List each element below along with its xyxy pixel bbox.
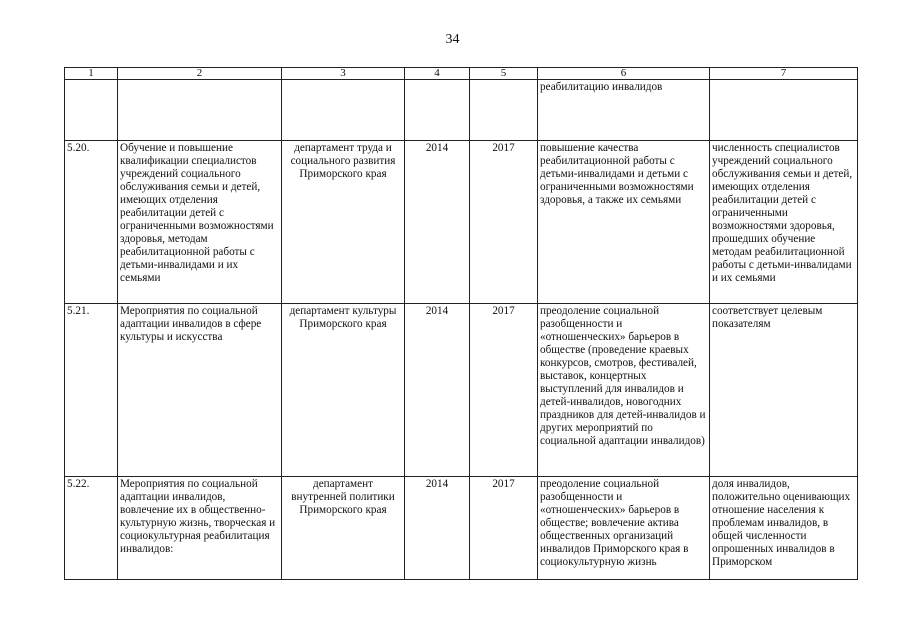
- cell-executor: департамент внутренней политики Приморского края: [282, 477, 405, 580]
- cell-executor: департамент труда и социального развития Приморского края: [282, 141, 405, 304]
- program-table: [64, 67, 858, 580]
- header-col-2: 2: [118, 68, 282, 80]
- cell-activity: Мероприятия по социальной адаптации инвалидов, вовлечение их в общественно-культурную жизнь, творческая и социокультурная реабилитация инвалидов:: [118, 477, 282, 580]
- cell-activity: Мероприятия по социальной адаптации инвалидов в сфере культуры и искусства: [118, 304, 282, 477]
- cell-num: 5.21.: [65, 304, 118, 477]
- cell-num: 5.22.: [65, 477, 118, 580]
- cell-start: 2014: [405, 141, 470, 304]
- table-row: [65, 477, 858, 580]
- cell-start: 2014: [405, 304, 470, 477]
- header-col-1: 1: [65, 68, 118, 80]
- cell-end: 2017: [470, 141, 538, 304]
- continuation-row: [65, 80, 858, 141]
- cell-result: преодоление социальной разобщенности и «отношенческих» барьеров в обществе; вовлечение актива общественных организаций инвалидов Приморского края в социокультурную жизнь: [538, 477, 710, 580]
- header-col-6: 6: [538, 68, 710, 80]
- cell-result: реабилитацию инвалидов: [538, 80, 710, 141]
- header-col-4: 4: [405, 68, 470, 80]
- cell-indicator: численность специалистов учреждений социального обслуживания семьи и детей, имеющих отделения реабилитации детей с ограниченными возможностями здоровья, прошедших обучение методам реабилитационной работы с детьми-инвалидами и их семьями: [710, 141, 858, 304]
- cell-end: 2017: [470, 477, 538, 580]
- cell-result: повышение качества реабилитационной работы с детьми-инвалидами и детьми с ограниченными возможностями здоровья, а также их семьями: [538, 141, 710, 304]
- header-row: [65, 68, 858, 80]
- cell-indicator: [710, 80, 858, 141]
- cell-activity: Обучение и повышение квалификации специалистов учреждений социального обслуживания семьи и детей, имеющих отделения реабилитации детей с ограниченными возможностями здоровья, методам реабилитационной работы с детьми-инвалидами и их семьями: [118, 141, 282, 304]
- table-row: [65, 141, 858, 304]
- cell-indicator: доля инвалидов, положительно оценивающих отношение населения к проблемам инвалидов, в общей численности опрошенных инвалидов в Приморском: [710, 477, 858, 580]
- cell-num: [65, 80, 118, 141]
- cell-executor: [282, 80, 405, 141]
- cell-activity: [118, 80, 282, 141]
- cell-num: 5.20.: [65, 141, 118, 304]
- cell-result: преодоление социальной разобщенности и «отношенческих» барьеров в обществе (проведение краевых конкурсов, смотров, фестивалей, выставок, концертных выступлений для инвалидов и детей-инвалидов, новогодних праздников для детей-инвалидов и других мероприятий по социальной адаптации инвалидов): [538, 304, 710, 477]
- page-number: 34: [445, 32, 460, 47]
- header-col-3: 3: [282, 68, 405, 80]
- table-row: [65, 304, 858, 477]
- cell-end: [470, 80, 538, 141]
- header-col-7: 7: [710, 68, 858, 80]
- cell-start: 2014: [405, 477, 470, 580]
- cell-executor: департамент культуры Приморского края: [282, 304, 405, 477]
- cell-end: 2017: [470, 304, 538, 477]
- cell-indicator: соответствует целевым показателям: [710, 304, 858, 477]
- header-col-5: 5: [470, 68, 538, 80]
- cell-start: [405, 80, 470, 141]
